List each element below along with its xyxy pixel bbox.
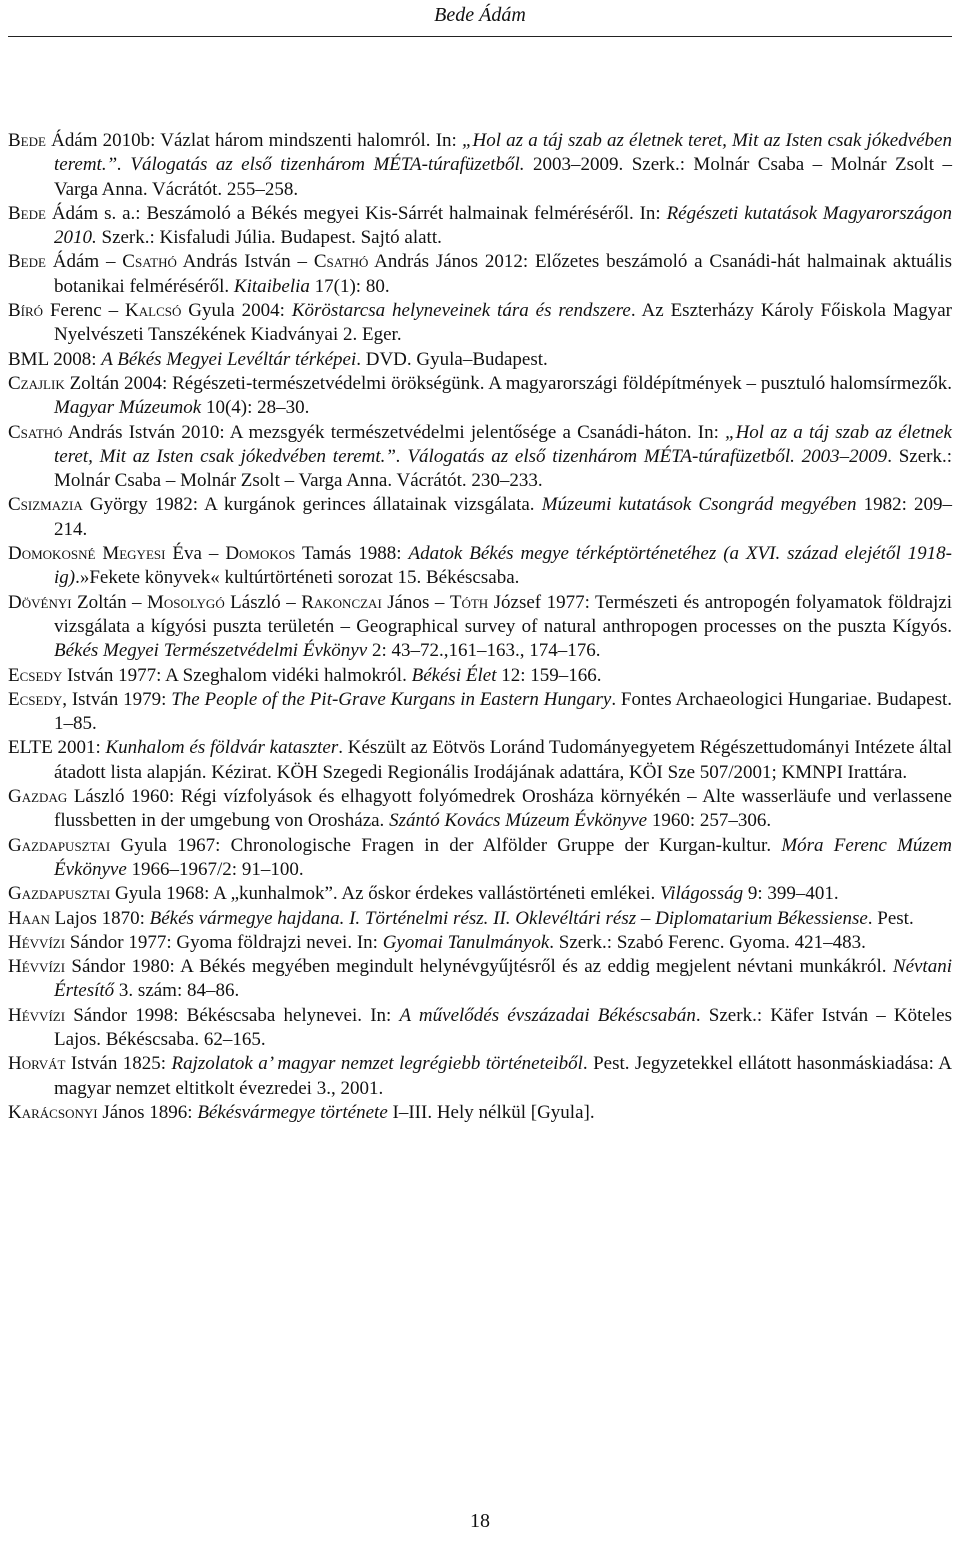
reference-entry xyxy=(8,129,952,202)
reference-text: ELTE 2001: xyxy=(8,737,106,759)
reference-text: András János 2012: Előzetes beszámoló a Csanádi-hát halmainak aktuális botanikai felméréséről. xyxy=(54,251,952,297)
title-text: The People of the Pit-Grave Kurgans in Eastern Hungary xyxy=(171,688,612,710)
reference-text: Zoltán 2004: Régészeti-természetvédelmi örökségünk. A magyarországi földépítmények – pusztuló halomsírmezők. xyxy=(64,372,952,394)
reference-entry xyxy=(8,688,952,737)
reference-text: . Szerk.: Käfer István – Köteles Lajos. Békéscsaba. 62–165. xyxy=(54,1004,952,1050)
reference-entry xyxy=(8,664,952,688)
reference-entry xyxy=(8,931,952,955)
author-name: Csathó xyxy=(122,251,177,273)
reference-entry xyxy=(8,1101,952,1125)
author-name: Csizmazia xyxy=(8,494,83,516)
reference-text: András István 2010: A mezsgyék természetvédelmi jelentősége a Csanádi-háton. In: xyxy=(62,421,726,443)
reference-text: . Szerk.: Molnár Csaba – Molnár Zsolt – Varga Anna. Vácrátót. 230–233. xyxy=(54,445,952,492)
author-name: Domokosné Megyesi xyxy=(8,543,166,565)
reference-text: Ádám s. a.: Beszámoló a Békés megyei Kis-Sárrét halmainak felméréséről. In: xyxy=(45,202,667,224)
reference-text: Éva – xyxy=(165,543,226,565)
reference-text: . Pest. xyxy=(867,907,914,929)
author-name: Mosolygó xyxy=(147,591,225,613)
reference-text: József 1977: Természeti és antropogén folyamatok földrajzi vizsgálata a kígyósi puszta területén – Geographical survey of natural anthropogen processes on the puszta Kígyós. xyxy=(54,591,952,637)
title-text: A Békés Megyei Levéltár térképei xyxy=(101,348,357,370)
reference-entry xyxy=(8,785,952,834)
title-text: Világosság xyxy=(660,883,744,905)
reference-text: István 1977: A Szeghalom vidéki halmokról. xyxy=(62,664,412,686)
author-name: Haan xyxy=(8,907,50,929)
title-text: Békésvármegye története xyxy=(197,1101,388,1123)
reference-entry xyxy=(8,542,952,591)
reference-entry xyxy=(8,250,952,299)
reference-text: István 1825: xyxy=(65,1053,172,1075)
reference-entry xyxy=(8,591,952,664)
title-text: „Hol az a táj szab az életnek teret, Mit az Isten csak jókedvében teremt.”. Válogatás az első tizenhárom MÉTA-túrafüzetből. 2003–2009 xyxy=(54,421,952,467)
reference-text: György 1982: A kurgánok gerinces állatainak vizsgálata. xyxy=(82,494,542,516)
author-name: Bíró xyxy=(8,300,44,322)
reference-entry xyxy=(8,1004,952,1053)
reference-text: 3. szám: 84–86. xyxy=(114,980,240,1002)
author-name: Bede xyxy=(8,202,46,224)
reference-text: 1982: 209–214. xyxy=(54,494,953,540)
author-name: Gazdapusztai xyxy=(8,883,111,905)
running-head: Bede Ádám xyxy=(434,4,526,26)
reference-entry xyxy=(8,955,952,1004)
author-name: Karácsonyi xyxy=(8,1101,98,1123)
reference-text: 9: 399–401. xyxy=(743,883,839,905)
title-text: A művelődés évszázadai Békéscsabán xyxy=(399,1004,696,1026)
title-text: Magyar Múzeumok xyxy=(54,397,202,419)
reference-text: László 1960: Régi vízfolyások és elhagyott folyómedrek Orosháza környékén – Alte wasserläufe und verlassene flussbetten in der umgebung von Orosháza. xyxy=(54,786,952,832)
title-text: Gyomai Tanulmányok xyxy=(382,931,550,953)
reference-entry xyxy=(8,1052,952,1101)
author-name: Bede xyxy=(8,251,46,273)
reference-text: Ádám – xyxy=(45,251,123,273)
reference-text: 12: 159–166. xyxy=(496,664,602,686)
author-name: Tóth xyxy=(449,591,489,613)
reference-text: Zoltán – xyxy=(71,591,147,613)
reference-text: I–III. Hely nélkül [Gyula]. xyxy=(387,1101,595,1123)
author-name: Ecsedy xyxy=(8,688,63,710)
reference-text: Szerk.: Kisfaludi Júlia. Budapest. Sajtó alatt. xyxy=(96,227,442,249)
reference-text: 1966–1967/2: 91–100. xyxy=(126,858,304,880)
author-name: Gazdag xyxy=(8,786,68,808)
reference-text: . Pest. Jegyzetekkel ellátott hasonmáskiadása: A magyar nemzet eltitkolt évezredei 3., 2001. xyxy=(54,1053,952,1099)
reference-text: Gyula 1968: A „kunhalmok”. Az őskor érdekes vallástörténeti emlékei. xyxy=(110,883,661,905)
page-number: 18 xyxy=(470,1510,490,1532)
reference-text: . DVD. Gyula–Budapest. xyxy=(356,348,548,370)
reference-text: Sándor 1998: Békéscsaba helynevei. In: xyxy=(65,1004,400,1026)
reference-text: Sándor 1980: A Békés megyében megindult helynévgyűjtésről és az eddig megjelent névtani munkákról. xyxy=(65,956,893,978)
reference-text: . Készült az Eötvös Loránd Tudományegyetem Régészettudományi Intézete által átadott lista alapján. Kézirat. KÖH Szegedi Regionális Irodájának adattára, KÖI Sze 507/2001; KMNPI Irattára. xyxy=(54,737,952,783)
author-name: Kalcsó xyxy=(125,300,182,322)
reference-text: . Az Eszterházy Károly Főiskola Magyar Nyelvészeti Tanszékének Kiadványai 2. Eger. xyxy=(54,300,952,346)
reference-entry xyxy=(8,202,952,251)
reference-text: János – xyxy=(381,591,450,613)
title-text: Békés Megyei Természetvédelmi Évkönyv xyxy=(54,640,368,662)
reference-text: András István – xyxy=(176,251,314,273)
author-name: Hévvízi xyxy=(8,956,66,978)
author-name: Horvát xyxy=(8,1053,66,1075)
reference-text: . Fontes Archaeologici Hungariae. Budapest. 1–85. xyxy=(54,688,953,735)
reference-entry xyxy=(8,882,952,906)
reference-entry xyxy=(8,736,952,785)
reference-text: 10(4): 28–30. xyxy=(201,397,310,419)
author-name: Csathó xyxy=(313,251,369,273)
title-text: Rajzolatok a’ magyar nemzet legrégiebb történeteiből xyxy=(171,1053,583,1075)
reference-text: Ferenc – xyxy=(43,300,126,322)
reference-entry xyxy=(8,421,952,494)
title-text: Kunhalom és földvár kataszter xyxy=(105,737,339,759)
title-text: Múzeumi kutatások Csongrád megyében xyxy=(541,494,857,516)
reference-text: Ádám 2010b: Vázlat három mindszenti halomról. In: xyxy=(45,130,462,151)
reference-text: . Szerk.: Szabó Ferenc. Gyoma. 421–483. xyxy=(549,931,866,953)
author-name: Rakonczai xyxy=(301,591,382,613)
reference-text: 2003–2009. Szerk.: Molnár Csaba – Molnár Zsolt – Varga Anna. Vácrátót. 255–258. xyxy=(54,154,952,200)
reference-text: .»Fekete könyvek« kultúrtörténeti sorozat 15. Békéscsaba. xyxy=(75,567,520,589)
author-name: Hévvízi xyxy=(8,1004,66,1026)
title-text: Adatok Békés megye térképtörténetéhez (a XVI. század elejétől 1918-ig) xyxy=(54,543,952,589)
header-rule xyxy=(8,36,952,37)
title-text: Móra Ferenc Múzem Évkönyve xyxy=(54,834,952,880)
reference-text: Gyula 1967: Chronologische Fragen in der Alfölder Gruppe der Kurgan-kultur. xyxy=(110,834,782,856)
title-text: Régészeti kutatások Magyarországon 2010. xyxy=(54,202,953,249)
reference-entry xyxy=(8,348,952,372)
author-name: Dövényi xyxy=(8,591,72,613)
reference-text: 2: 43–72.,161–163., 174–176. xyxy=(367,640,601,662)
reference-entry xyxy=(8,299,952,348)
title-text: Névtani Értesítő xyxy=(54,956,952,1002)
reference-text: Gyula 2004: xyxy=(181,300,292,322)
reference-text: BML 2008: xyxy=(8,348,102,370)
reference-text: Tamás 1988: xyxy=(295,543,409,565)
author-name: Domokos xyxy=(225,543,296,565)
reference-text: 1960: 257–306. xyxy=(647,810,772,832)
title-text: Szántó Kovács Múzeum Évkönyve xyxy=(389,810,648,832)
reference-text: Sándor 1977: Gyoma földrajzi nevei. In: xyxy=(65,931,383,953)
title-text: Békési Élet xyxy=(411,664,497,686)
title-text: Békés vármegye hajdana. I. Történelmi rész. II. Oklevéltári rész – Diplomatarium Békessiense xyxy=(149,907,868,929)
author-name: Ecsedy xyxy=(8,664,63,686)
reference-entry xyxy=(8,372,952,421)
reference-text: László – xyxy=(224,591,302,613)
author-name: Csathó xyxy=(8,421,63,443)
reference-text: Lajos 1870: xyxy=(49,907,150,929)
reference-text: 17(1): 80. xyxy=(309,275,390,297)
author-name: Bede xyxy=(8,130,46,151)
reference-text: János 1896: xyxy=(97,1101,198,1123)
title-text: Kitaibelia xyxy=(233,275,310,297)
author-name: Czajlik xyxy=(8,372,65,394)
reference-text: , István 1979: xyxy=(62,688,172,710)
reference-entry xyxy=(8,834,952,883)
title-text: „Hol az a táj szab az életnek teret, Mit az Isten csak jókedvében teremt.”. Válogatás az első tizenhárom MÉTA-túrafüzetből. xyxy=(54,130,952,176)
reference-entry xyxy=(8,493,952,542)
author-name: Hévvízi xyxy=(8,931,66,953)
reference-entry xyxy=(8,907,952,931)
title-text: Köröstarcsa helyneveinek tára és rendszere xyxy=(291,300,631,322)
bibliography-list xyxy=(8,129,952,1125)
author-name: Gazdapusztai xyxy=(8,834,111,856)
